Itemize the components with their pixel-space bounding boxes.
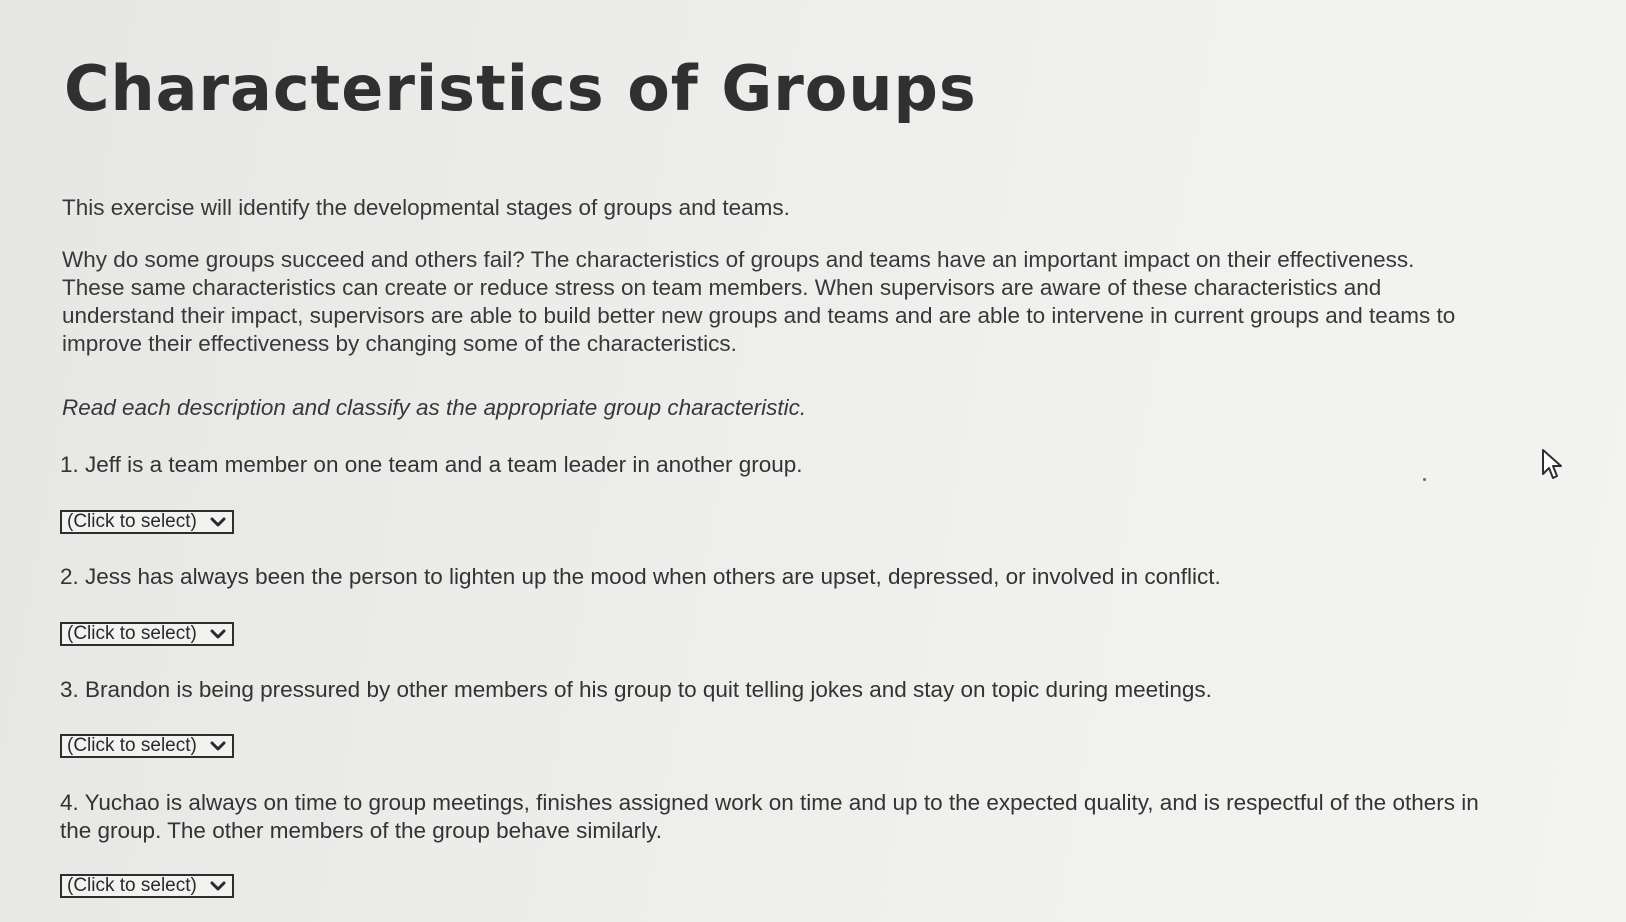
mouse-pointer-icon	[1540, 448, 1566, 484]
description-paragraph: Why do some groups succeed and others fail? The characteristics of groups and teams have an important impact on their effectiveness. These same characteristics can create or reduce stress on team members. When supervisors are aware of these characteristics and understand their impact, supervisors are able to build better new groups and teams and are able to intervene in current groups and teams to improve their effectiveness by changing some of the characteristics.	[62, 247, 1456, 356]
stray-dot	[1423, 478, 1426, 481]
question-3-select[interactable]	[60, 734, 234, 758]
chevron-down-icon	[210, 628, 226, 640]
question-4-text: 4. Yuchao is always on time to group meetings, finishes assigned work on time and up to the expected quality, and is respectful of the others in the group. The other members of the group behave similarly.	[60, 790, 1479, 843]
chevron-down-icon	[210, 880, 226, 892]
question-3-text: 3. Brandon is being pressured by other members of his group to quit telling jokes and stay on topic during meetings.	[60, 677, 1212, 702]
question-1-text: 1. Jeff is a team member on one team and a team leader in another group.	[60, 452, 803, 477]
question-4-select-value: (Click to select)	[67, 875, 197, 896]
instruction-text: Read each description and classify as the appropriate group characteristic.	[62, 395, 807, 420]
intro-text: This exercise will identify the developmental stages of groups and teams.	[62, 195, 790, 220]
question-2-select[interactable]	[60, 622, 234, 646]
chevron-down-icon	[210, 740, 226, 752]
question-2-text: 2. Jess has always been the person to lighten up the mood when others are upset, depressed, or involved in conflict.	[60, 564, 1221, 589]
question-2-select-value: (Click to select)	[67, 623, 197, 644]
question-3-select-value: (Click to select)	[67, 735, 197, 756]
chevron-down-icon	[210, 516, 226, 528]
question-1-select-value: (Click to select)	[67, 511, 197, 532]
question-1-select[interactable]	[60, 510, 234, 534]
page-title: Characteristics of Groups	[64, 52, 977, 125]
question-4-select[interactable]	[60, 874, 234, 898]
